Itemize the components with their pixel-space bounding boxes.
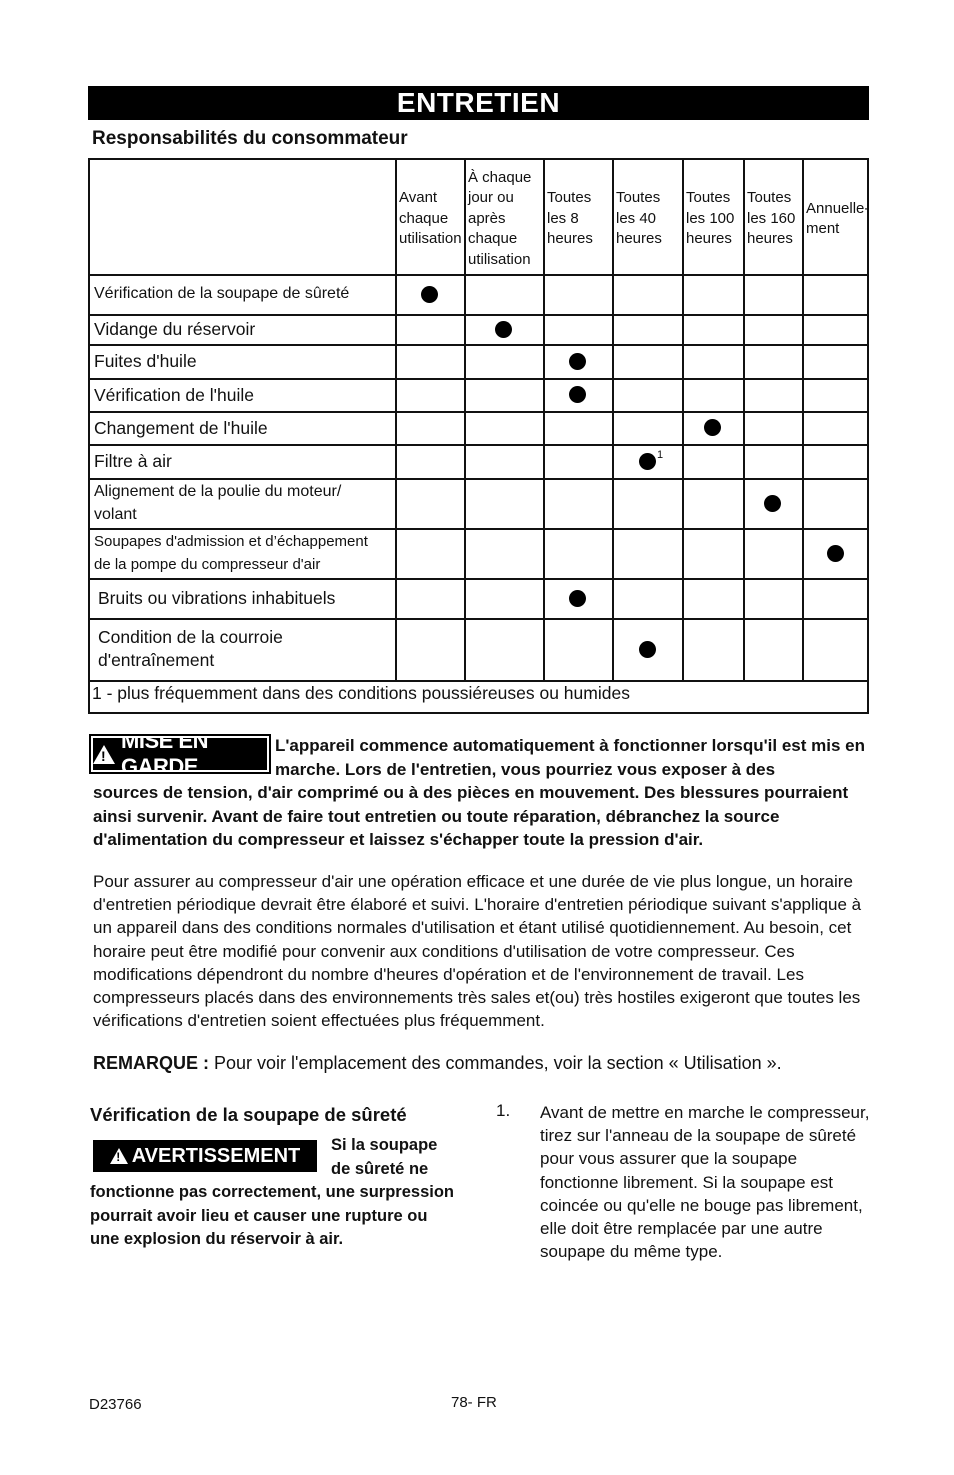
column-header-line: Avant: [399, 189, 438, 207]
page-number: 78- FR: [451, 1394, 497, 1411]
table-footnote: 1 - plus fréquemment dans des conditions poussiéreuses ou humides: [92, 683, 630, 703]
table-row-divider: [90, 680, 867, 682]
warning-triangle-icon: !: [110, 1148, 128, 1164]
row-label: [94, 283, 349, 305]
column-header-line: jour ou: [468, 189, 514, 207]
row-label-line: Alignement de la poulie du moteur/: [94, 483, 342, 500]
table-row-divider: [90, 274, 867, 276]
section-heading: Responsabilités du consommateur: [92, 128, 408, 149]
row-label-line: Changement de l'huile: [94, 417, 268, 438]
column-header-line: heures: [686, 230, 732, 248]
column-header: [616, 188, 662, 250]
column-header-line: Toutes: [747, 189, 792, 207]
row-label-line: Vérification de la soupape de sûreté: [94, 285, 350, 302]
schedule-mark: [704, 419, 721, 436]
row-label: [94, 417, 268, 439]
table-col-divider: [464, 160, 466, 680]
schedule-mark: [639, 641, 656, 658]
footnote-marker: 1: [657, 449, 664, 461]
table-col-divider: [543, 160, 545, 680]
column-header-line: utilisation: [399, 230, 462, 248]
column-header: [686, 188, 734, 250]
row-label: [94, 450, 172, 472]
column-header-line: chaque: [468, 230, 518, 248]
row-label-line: volant: [94, 506, 137, 523]
row-label: [94, 530, 368, 576]
document-id: D23766: [89, 1396, 142, 1413]
column-header-line: heures: [747, 230, 793, 248]
column-header-line: ment: [806, 220, 840, 237]
table-row-divider: [90, 378, 867, 380]
column-header-line: À chaque: [468, 168, 532, 186]
mise-en-garde-label: MISE EN GARDE: [121, 728, 208, 779]
avertissement-text-rest: fonctionne pas correctement, une surpression pourrait avoir lieu et causer une rupture ou une explosion du réservoir à air.: [90, 1183, 454, 1248]
column-header: [468, 168, 531, 271]
row-label-line: Vérification de l'huile: [94, 384, 254, 405]
valve-section-heading: Vérification de la soupape de sûreté: [90, 1104, 407, 1125]
column-header: [806, 199, 869, 240]
avertissement-label: AVERTISSEMENT: [131, 1144, 301, 1167]
warning-text-first: L'appareil commence automatiquement à fonctionner lorsqu'il est mis en marche. Lors de l'entretien, vous pourriez vous exposer à des: [275, 736, 865, 779]
warning-triangle-icon: !: [93, 745, 115, 764]
table-row-divider: [90, 314, 867, 316]
row-label: [94, 350, 197, 372]
intro-paragraph: Pour assurer au compresseur d'air une opération efficace et une durée de vie plus longue, un horaire d'entretien périodique devrait être élaboré et suivi. L'horaire d'entretien périodique suivant s'applique à un appareil dans des conditions normales d'utilisation et étant utilisé quotidiennement. Au besoin, cet horaire peut être modifié pour convenir aux conditions d'utilisation de votre compresseur. Ces modifications dépendront du nombre d'heures d'opération et de l'environnement de travail. Les compresseurs placés dans des environnements très sales et(ou) très hostiles exigeront que toutes les vérifications d'entretien soient effectuées plus fréquemment.: [93, 872, 862, 1031]
schedule-mark: [569, 386, 586, 403]
schedule-mark: [569, 353, 586, 370]
row-label: [94, 384, 254, 406]
mise-en-garde-badge: [91, 728, 269, 779]
row-label: [94, 318, 255, 340]
table-col-divider: [612, 160, 614, 680]
schedule-mark: [827, 545, 844, 562]
column-header: [399, 188, 462, 250]
table-col-divider: [802, 160, 804, 680]
column-header-line: Toutes: [547, 189, 592, 207]
table-col-divider: [743, 160, 745, 680]
column-header-line: heures: [547, 230, 593, 248]
table-col-divider: [682, 160, 684, 680]
row-label: [98, 626, 283, 672]
column-header-line: Annuelle-: [806, 199, 870, 217]
column-header-line: les 8: [547, 209, 579, 227]
row-label-line: d'entraînement: [98, 650, 215, 670]
schedule-mark: [639, 453, 656, 470]
column-header: [747, 188, 795, 250]
row-label: [94, 480, 341, 526]
remarque-label: REMARQUE :: [93, 1053, 209, 1073]
column-header-line: Toutes: [616, 189, 661, 207]
avertissement-text-short: Si la soupape de sûreté ne: [331, 1136, 438, 1178]
table-col-divider: [395, 160, 397, 680]
row-label-line: Filtre à air: [94, 451, 172, 471]
table-row-divider: [90, 444, 867, 446]
column-header-line: utilisation: [468, 250, 531, 268]
step-number: 1.: [496, 1101, 511, 1120]
page-title: ENTRETIEN: [88, 86, 869, 120]
row-label-line: de la pompe du compresseur d'air: [94, 556, 321, 573]
column-header-line: les 40: [616, 209, 657, 227]
column-header-line: heures: [616, 230, 662, 248]
table-row-divider: [90, 344, 867, 346]
column-header: [547, 188, 593, 250]
row-label: [98, 587, 335, 609]
table-row-divider: [90, 618, 867, 620]
step-text: Avant de mettre en marche le compresseur, tirez sur l'anneau de la soupape de sûreté pour vous assurer que la soupape fonctionne librement. Si la soupape est coincée ou qu'elle ne bouge pas librement, elle doit être remplacée par une autre soupape du même type.: [540, 1103, 870, 1262]
row-label-line: Condition de la courroie: [98, 627, 283, 647]
schedule-mark: [569, 590, 586, 607]
remarque-note: [93, 1053, 782, 1074]
avertissement-badge: [93, 1140, 317, 1172]
schedule-mark: [764, 495, 781, 512]
row-label-line: Vidange du réservoir: [94, 319, 256, 339]
schedule-mark: [421, 286, 438, 303]
table-row-divider: [90, 411, 867, 413]
remarque-text: Pour voir l'emplacement des commandes, voir la section « Utilisation ».: [209, 1053, 782, 1073]
column-header-line: chaque: [399, 209, 449, 227]
column-header-line: les 100: [686, 209, 735, 227]
column-header-line: après: [468, 209, 506, 227]
column-header-line: les 160: [747, 209, 796, 227]
maintenance-table: [88, 158, 869, 714]
table-row-divider: [90, 578, 867, 580]
row-label-line: Bruits ou vibrations inhabituels: [98, 588, 336, 608]
row-label-line: Soupapes d'admission et d’échappement: [94, 533, 368, 550]
row-label-line: Fuites d'huile: [94, 351, 197, 371]
warning-text-rest: sources de tension, d'air comprimé ou à des pièces en mouvement. Des blessures pourraient ainsi survenir. Avant de faire tout entretien ou toute réparation, débranchez la source d'alimentation du compresseur et laissez s'échapper toute la pression d'air.: [93, 783, 849, 849]
column-header-line: Toutes: [686, 189, 731, 207]
schedule-mark: [495, 321, 512, 338]
